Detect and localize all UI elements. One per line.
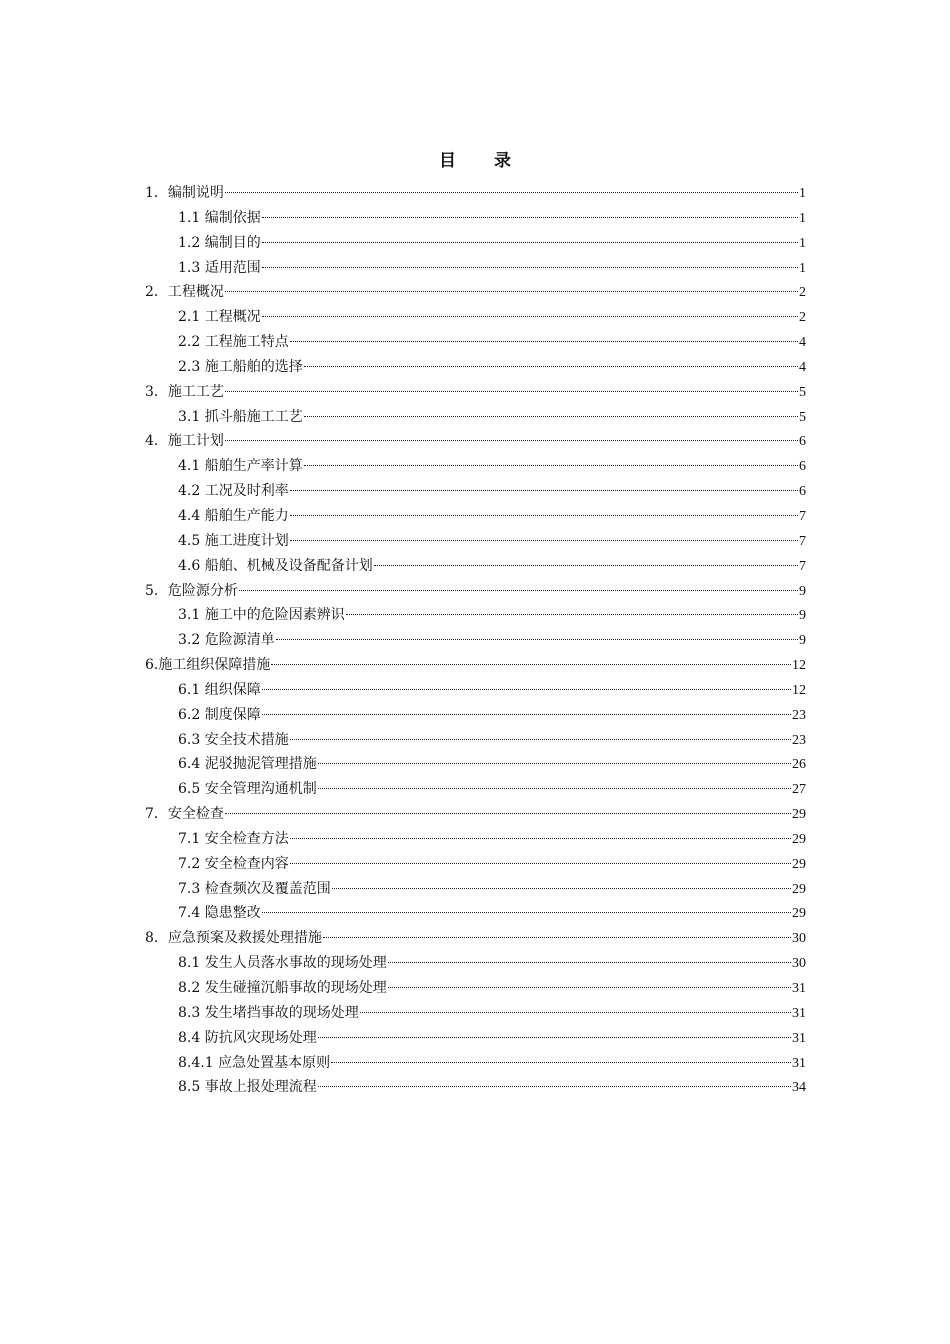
- toc-entry-text: 2.2 工程施工特点: [178, 334, 289, 351]
- toc-entry[interactable]: [145, 877, 806, 902]
- toc-entry-page: 5: [799, 409, 806, 425]
- toc-entry-page: 29: [792, 881, 806, 897]
- toc-entry-text: 6.施工组织保障措施: [145, 657, 271, 674]
- toc-entry-page: 5: [799, 384, 806, 400]
- toc-entry-text: 4.4 船舶生产能力: [178, 507, 289, 524]
- toc-entry-page: 6: [799, 459, 806, 475]
- toc-entry[interactable]: [145, 802, 806, 827]
- toc-entry-page: 9: [799, 608, 806, 624]
- toc-entry-text: 7.2 安全检查内容: [178, 855, 289, 872]
- toc-entry-page: 7: [799, 558, 806, 574]
- toc-entry-page: 1: [799, 186, 806, 201]
- toc-entry-text: 8．应急预案及救援处理措施: [145, 930, 322, 947]
- toc-leader-dots: [290, 489, 798, 491]
- toc-entry[interactable]: [145, 1026, 806, 1051]
- toc-leader-dots: [374, 564, 798, 566]
- toc-entry-text: 4.1 船舶生产率计算: [178, 458, 303, 475]
- toc-entry-page: 29: [792, 856, 806, 872]
- toc-entry-text: 4.5 施工进度计划: [178, 532, 289, 549]
- toc-leader-dots: [239, 589, 798, 591]
- toc-leader-dots: [225, 191, 798, 193]
- toc-entry-page: 6: [799, 434, 806, 450]
- toc-entry-page: 30: [792, 931, 806, 947]
- toc-entry-page: 1: [799, 235, 806, 251]
- toc-entry-text: 1．编制说明: [145, 185, 224, 201]
- toc-entry[interactable]: [145, 330, 806, 355]
- toc-leader-dots: [318, 762, 791, 764]
- toc-leader-dots: [318, 1085, 791, 1087]
- toc-entry-text: 4.6 船舶、机械及设备配备计划: [178, 557, 373, 574]
- toc-entry-text: 2．工程概况: [145, 284, 224, 301]
- toc-leader-dots: [225, 390, 798, 392]
- toc-leader-dots: [290, 539, 798, 541]
- toc-entry-page: 29: [792, 906, 806, 922]
- toc-entry[interactable]: [145, 579, 806, 604]
- toc-leader-dots: [304, 415, 798, 417]
- toc-leader-dots: [262, 241, 798, 243]
- toc-entry-page: 1: [799, 260, 806, 276]
- toc-entry-page: 31: [792, 1055, 806, 1071]
- toc-title: 目 录: [439, 151, 527, 171]
- toc-list: [145, 181, 806, 1100]
- toc-entry-text: 1.3 适用范围: [178, 259, 261, 276]
- toc-leader-dots: [262, 911, 791, 913]
- toc-entry[interactable]: [145, 479, 806, 504]
- toc-leader-dots: [225, 439, 798, 441]
- toc-entry-text: 4．施工计划: [145, 433, 224, 450]
- toc-entry-page: 26: [792, 757, 806, 773]
- toc-entry-page: 12: [792, 658, 806, 674]
- toc-entry[interactable]: [145, 256, 806, 281]
- toc-entry[interactable]: [145, 1001, 806, 1026]
- toc-leader-dots: [290, 837, 791, 839]
- toc-entry[interactable]: [145, 901, 806, 926]
- toc-entry-page: 12: [792, 682, 806, 698]
- toc-entry[interactable]: [145, 280, 806, 305]
- toc-entry[interactable]: [145, 529, 806, 554]
- toc-entry-page: 9: [799, 583, 806, 599]
- toc-entry-page: 31: [792, 1030, 806, 1046]
- toc-entry[interactable]: [145, 554, 806, 579]
- toc-entry-text: 8.1 发生人员落水事故的现场处理: [178, 955, 387, 972]
- toc-entry-text: 3．施工工艺: [145, 383, 224, 400]
- toc-entry-text: 6.2 制度保障: [178, 706, 261, 723]
- toc-entry-text: 8.5 事故上报处理流程: [178, 1079, 317, 1096]
- toc-leader-dots: [262, 266, 798, 268]
- toc-leader-dots: [262, 713, 791, 715]
- toc-leader-dots: [271, 663, 791, 665]
- toc-entry-text: 8.2 发生碰撞沉船事故的现场处理: [178, 980, 387, 996]
- toc-entry[interactable]: [145, 305, 806, 330]
- toc-leader-dots: [388, 986, 791, 988]
- toc-entry-page: 2: [799, 285, 806, 301]
- toc-entry[interactable]: [145, 777, 806, 802]
- toc-entry-text: 5．危险源分析: [145, 582, 238, 599]
- toc-leader-dots: [332, 887, 791, 889]
- toc-entry-page: 9: [799, 633, 806, 649]
- toc-entry[interactable]: [145, 181, 806, 206]
- toc-leader-dots: [290, 862, 791, 864]
- toc-entry[interactable]: [145, 206, 806, 231]
- toc-entry[interactable]: [145, 380, 806, 405]
- toc-entry[interactable]: [145, 827, 806, 852]
- toc-leader-dots: [262, 688, 791, 690]
- toc-entry[interactable]: [145, 653, 806, 678]
- toc-entry-page: 31: [792, 981, 806, 996]
- toc-entry-text: 6.3 安全技术措施: [178, 731, 289, 748]
- toc-entry[interactable]: [145, 231, 806, 256]
- toc-entry-text: 1.2 编制目的: [178, 234, 261, 251]
- toc-entry[interactable]: [145, 728, 806, 753]
- toc-entry[interactable]: [145, 1075, 806, 1100]
- toc-entry-text: 8.3 发生堵挡事故的现场处理: [178, 1004, 359, 1021]
- toc-leader-dots: [323, 936, 791, 938]
- toc-entry[interactable]: [145, 628, 806, 653]
- toc-entry-page: 1: [799, 210, 806, 226]
- toc-entry[interactable]: [145, 852, 806, 877]
- toc-entry[interactable]: [145, 703, 806, 728]
- toc-entry-text: 8.4 防抗风灾现场处理: [178, 1029, 317, 1046]
- toc-entry[interactable]: [145, 504, 806, 529]
- toc-entry-text: 6.5 安全管理沟通机制: [178, 781, 317, 798]
- toc-entry-page: 34: [792, 1080, 806, 1096]
- toc-entry-page: 23: [792, 707, 806, 723]
- toc-leader-dots: [318, 787, 791, 789]
- toc-entry[interactable]: [145, 951, 806, 976]
- toc-leader-dots: [346, 613, 798, 615]
- toc-entry[interactable]: [145, 1051, 806, 1076]
- toc-entry-page: 4: [799, 359, 806, 375]
- toc-entry-text: 7.4 隐患整改: [178, 905, 261, 922]
- toc-leader-dots: [225, 812, 791, 814]
- toc-leader-dots: [262, 216, 798, 218]
- toc-entry[interactable]: [145, 355, 806, 380]
- toc-entry[interactable]: [145, 678, 806, 703]
- toc-entry[interactable]: [145, 454, 806, 479]
- toc-entry-page: 6: [799, 484, 806, 500]
- toc-entry-page: 7: [799, 533, 806, 549]
- toc-entry-page: 23: [792, 732, 806, 748]
- toc-leader-dots: [276, 638, 798, 640]
- toc-entry-page: 29: [792, 831, 806, 847]
- toc-entry-page: 31: [792, 1005, 806, 1021]
- toc-leader-dots: [262, 315, 798, 317]
- toc-leader-dots: [290, 514, 798, 516]
- toc-leader-dots: [225, 290, 798, 292]
- toc-leader-dots: [290, 738, 791, 740]
- toc-entry-text: 6.1 组织保障: [178, 681, 261, 698]
- toc-entry[interactable]: [145, 926, 806, 951]
- toc-entry-page: 30: [792, 956, 806, 972]
- toc-entry[interactable]: [145, 976, 806, 1001]
- toc-entry[interactable]: [145, 429, 806, 454]
- toc-entry-text: 2.3 施工船舶的选择: [178, 358, 303, 375]
- toc-entry-text: 7．安全检查: [145, 806, 224, 823]
- toc-entry-page: 29: [792, 807, 806, 823]
- toc-entry-text: 6.4 泥驳抛泥管理措施: [178, 756, 317, 773]
- toc-leader-dots: [304, 365, 798, 367]
- toc-entry-text: 3.1 施工中的危险因素辨识: [178, 607, 345, 624]
- toc-entry-page: 7: [799, 508, 806, 524]
- toc-leader-dots: [388, 961, 791, 963]
- toc-entry-text: 7.1 安全检查方法: [178, 830, 289, 847]
- toc-entry[interactable]: [145, 752, 806, 777]
- toc-entry[interactable]: [145, 603, 806, 628]
- toc-entry-text: 4.2 工况及时利率: [178, 483, 289, 500]
- toc-leader-dots: [331, 1061, 791, 1063]
- toc-entry[interactable]: [145, 405, 806, 430]
- toc-entry-text: 1.1 编制依据: [178, 209, 261, 226]
- toc-entry-text: 2.1 工程概况: [178, 309, 261, 326]
- toc-leader-dots: [318, 1036, 791, 1038]
- toc-entry-text: 7.3 检查频次及覆盖范围: [178, 880, 331, 897]
- toc-leader-dots: [360, 1011, 791, 1013]
- toc-entry-text: 3.1 抓斗船施工工艺: [178, 408, 303, 425]
- toc-leader-dots: [304, 464, 798, 466]
- toc-leader-dots: [290, 340, 798, 342]
- toc-entry-page: 27: [792, 782, 806, 798]
- toc-entry-text: 3.2 危险源清单: [178, 632, 275, 649]
- toc-entry-text: 8.4.1 应急处置基本原则: [178, 1054, 331, 1071]
- toc-entry-page: 4: [799, 335, 806, 351]
- toc-entry-page: 2: [799, 310, 806, 326]
